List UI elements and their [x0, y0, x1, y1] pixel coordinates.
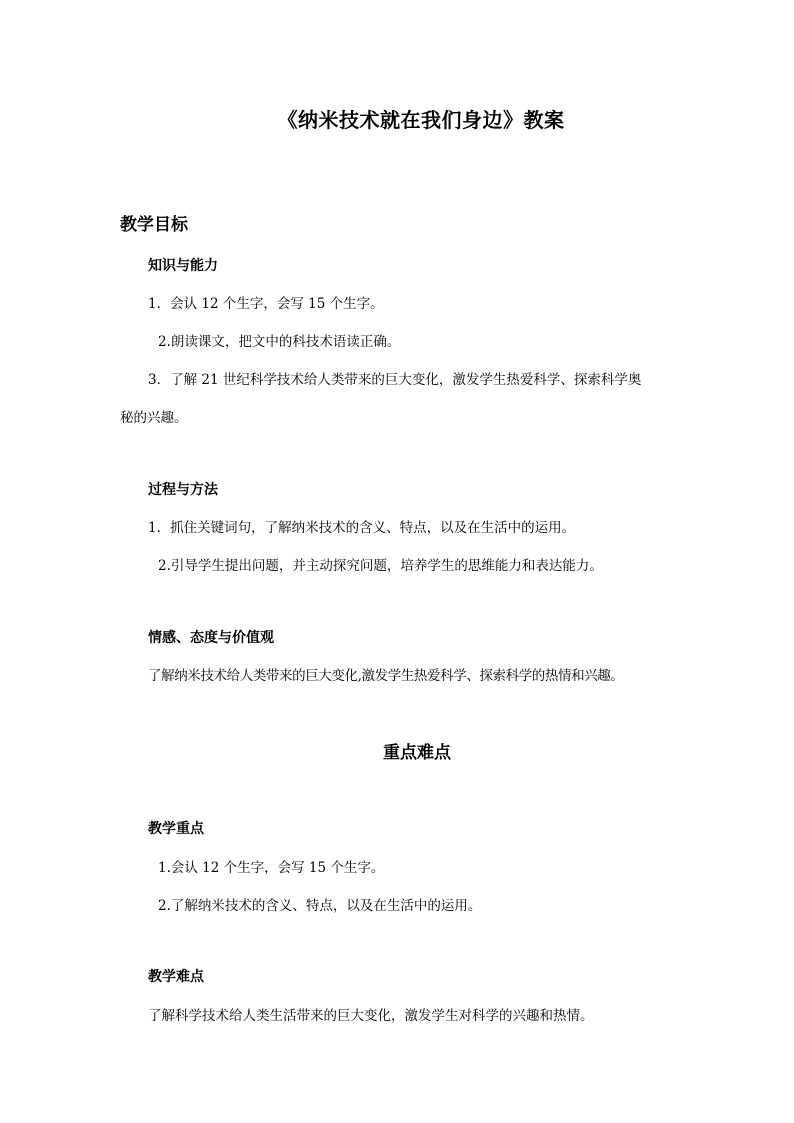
paragraph-line: 2.朗读课文，把文中的科技术语读正确。: [158, 334, 401, 350]
subsection-heading-process-method: 过程与方法: [148, 482, 218, 498]
subsection-heading-teaching-difficult-points: 教学难点: [148, 969, 204, 985]
subsection-heading-knowledge-ability: 知识与能力: [148, 258, 218, 274]
paragraph-line: 1．抓住关键词句，了解纳米技术的含义、特点，以及在生活中的运用。: [148, 520, 576, 536]
section-heading-key-difficult-points: 重点难点: [383, 743, 451, 763]
paragraph-line: 3．了解 21 世纪科学技术给人类带来的巨大变化，激发学生热爱科学、探索科学奥: [148, 372, 642, 388]
section-heading-teaching-goals: 教学目标: [120, 215, 188, 235]
paragraph-line: 秘的兴趣。: [120, 410, 188, 426]
paragraph-line: 了解科学技术给人类生活带来的巨大变化，激发学生对科学的兴趣和热情。: [148, 1008, 594, 1024]
paragraph-line: 2.引导学生提出问题，并主动探究问题，培养学生的思维能力和表达能力。: [158, 558, 603, 574]
document-title: 《纳米技术就在我们身边》教案: [277, 108, 565, 132]
paragraph-line: 2.了解纳米技术的含义、特点，以及在生活中的运用。: [158, 898, 482, 914]
subsection-heading-teaching-key-points: 教学重点: [148, 821, 204, 837]
paragraph-line: 了解纳米技术给人类带来的巨大变化,激发学生热爱科学、探索科学的热情和兴趣。: [148, 668, 624, 684]
paragraph-line: 1.会认 12 个生字，会写 15 个生字。: [158, 860, 385, 876]
paragraph-line: 1．会认 12 个生字，会写 15 个生字。: [148, 296, 384, 312]
subsection-heading-emotion-attitude-values: 情感、态度与价值观: [148, 630, 274, 646]
